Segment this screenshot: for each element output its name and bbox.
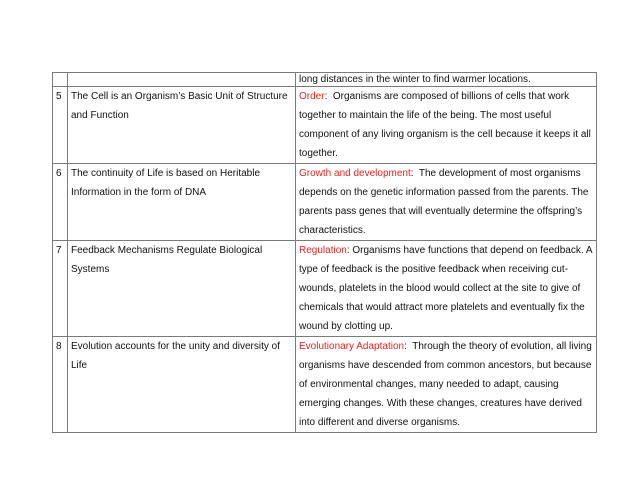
table-row (53, 241, 597, 337)
concept-term: Order (299, 91, 325, 102)
description-text: Organisms are composed of billions of cells that work together to maintain the life of the being. The most useful component of any living organism is the cell because it keeps it all together. (299, 91, 591, 159)
theme-cell: Evolution accounts for the unity and diversity of Life (68, 337, 296, 433)
table-row (53, 337, 597, 433)
term-separator: : (346, 245, 353, 256)
concept-term: Regulation (299, 245, 347, 256)
description-text: Through the theory of evolution, all living organisms have descended from common ancestors, but because of environmental changes, many needed to adapt, causing emerging changes. With these changes, creatures have derived into different and diverse organisms. (299, 341, 592, 428)
description-cell (296, 87, 597, 164)
description-cell (296, 164, 597, 241)
row-number: 8 (53, 337, 68, 433)
table-row (53, 73, 597, 87)
term-separator: : (324, 91, 333, 102)
theme-cell: The Cell is an Organism’s Basic Unit of Structure and Function (68, 87, 296, 164)
description-cell (296, 337, 597, 433)
term-separator: : (404, 341, 413, 352)
row-number: 6 (53, 164, 68, 241)
theme-cell: The continuity of Life is based on Heritable Information in the form of DNA (68, 164, 296, 241)
concept-term: Evolutionary Adaptation (299, 341, 405, 352)
theme-cell (68, 73, 296, 87)
row-number: 7 (53, 241, 68, 337)
description-text: long distances in the winter to find warmer locations. (299, 74, 531, 85)
description-text: Organisms have functions that depend on feedback. A type of feedback is the positive feedback when receiving cut-wounds, platelets in the blood would collect at the site to give of chemicals that would attract more platelets and eventually fix the wound by clotting up. (299, 245, 592, 332)
description-cell (296, 73, 597, 87)
concept-term: Growth and development (299, 168, 411, 179)
table-row (53, 164, 597, 241)
theme-cell: Feedback Mechanisms Regulate Biological Systems (68, 241, 296, 337)
description-text: The development of most organisms depends on the genetic information passed from the parents. The parents pass genes that will eventually determine the offspring’s characteristics. (299, 168, 589, 236)
row-number (53, 73, 68, 87)
term-separator: : (410, 168, 419, 179)
row-number: 5 (53, 87, 68, 164)
themes-table (52, 72, 597, 433)
description-cell (296, 241, 597, 337)
table-row (53, 87, 597, 164)
